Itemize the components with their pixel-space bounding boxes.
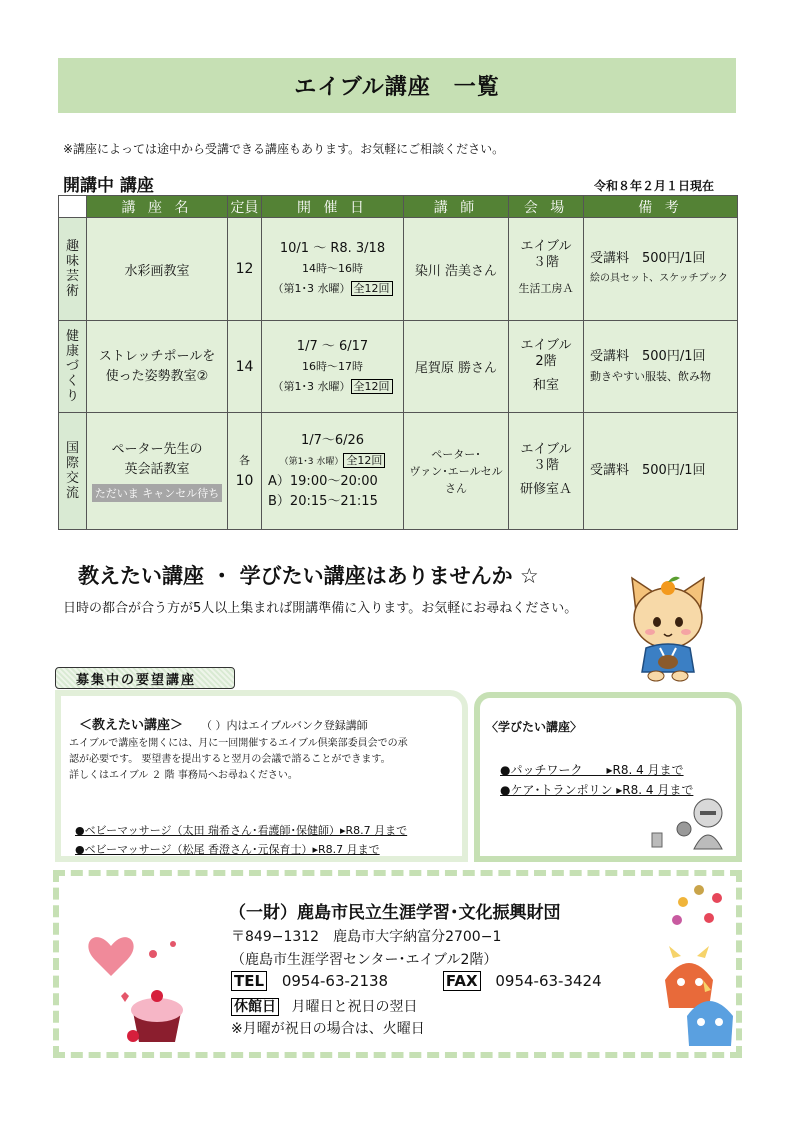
category-char: り — [65, 389, 79, 404]
course-fee: 受講料 500円/1回 — [590, 463, 706, 478]
fax-number: 0954-63-3424 — [495, 972, 602, 990]
tel-number: 0954-63-2138 — [281, 972, 389, 990]
category-char: 味 — [65, 254, 79, 269]
mascot-illustration — [628, 572, 708, 684]
course-name-cell — [87, 413, 228, 530]
category-char: 健 — [65, 329, 79, 344]
header-name: 講 座 名 — [87, 196, 228, 218]
course-venue-cell — [509, 321, 584, 413]
course-instructor: さん — [445, 481, 467, 495]
course-instructor: 尾賀原 勝さん — [404, 321, 509, 413]
list-item: ●パッチワーク ▸R8. 4 月まで — [500, 763, 684, 777]
invite-heading: 教えたい講座 ・ 学びたい講座はありませんか ☆ — [78, 564, 539, 588]
list-item: ●ベビーマッサージ（太田 瑞希さん･看護師･保健師）▸R8.7 月まで — [75, 824, 408, 837]
course-date-cell — [262, 321, 404, 413]
venue-building: エイブル — [520, 239, 572, 254]
venue-room: 生活工房Ａ — [518, 282, 574, 295]
org-name: （一財）鹿島市民立生涯学習･文化振興財団 — [229, 903, 561, 923]
note: ※講座によっては途中から受講できる講座もあります。お気軽にご相談ください。 — [63, 142, 505, 156]
category-char: 交 — [65, 471, 79, 486]
teach-body-line: エイブルで講座を開くには、月に一回開催するエイブル倶楽部委員会での承 — [69, 738, 408, 749]
course-name: 水彩画教室 — [87, 218, 228, 321]
course-time: 16時～17時 — [302, 359, 363, 373]
course-name: ストレッチポールを — [98, 348, 216, 364]
teach-list — [75, 821, 407, 859]
course-instructor-cell — [404, 413, 509, 530]
requests-tab: 募集中の要望講座 — [55, 667, 235, 689]
learn-heading: 〈学びたい講座〉 — [486, 720, 583, 734]
course-date: 1/7 ～ 6/17 — [296, 338, 369, 354]
course-venue-cell — [509, 218, 584, 321]
closed-row — [231, 996, 417, 1016]
course-schedule: （第1･3 水曜） — [279, 456, 344, 467]
teach-heading-row — [79, 714, 368, 733]
list-item: ●ベビーマッサージ（松尾 香澄さん･元保育士）▸R8.7 月まで — [75, 843, 380, 856]
course-sessions: 全12回 — [343, 453, 385, 468]
course-name: 使った姿勢教室② — [105, 368, 209, 384]
table-header-row — [59, 196, 738, 218]
venue-building: エイブル — [520, 442, 572, 457]
setsubun-oni-illustration — [659, 876, 739, 1058]
category-char: 際 — [65, 456, 79, 471]
venue-room: 和室 — [532, 377, 559, 393]
learn-request-box — [474, 692, 742, 862]
as-of-date: 令和８年２月１日現在 — [593, 179, 714, 193]
course-fee: 受講料 500円/1回 — [590, 348, 706, 364]
section-heading: 開講中 講座 — [63, 176, 154, 196]
header-capacity: 定員 — [228, 196, 262, 218]
course-schedule: （第1･3 水曜） — [272, 379, 351, 393]
category-char: 流 — [65, 486, 79, 501]
tel-label: TEL — [231, 971, 267, 991]
course-capacity: 10 — [235, 473, 254, 489]
course-date-cell — [262, 218, 404, 321]
facility: （鹿島市生涯学習センター･エイブル2階） — [231, 952, 498, 968]
course-sessions: 全12回 — [351, 379, 393, 394]
course-fee: 受講料 500円/1回 — [590, 251, 706, 266]
course-items: 動きやすい服装、飲み物 — [590, 369, 711, 383]
teach-heading-note: （ ）内はエイブルバンク登録講師 — [201, 719, 368, 732]
course-time: 14時～16時 — [302, 262, 363, 275]
course-date: 1/7～6/26 — [300, 432, 365, 448]
category-char: 術 — [65, 284, 79, 299]
venue-building: エイブル — [520, 337, 572, 353]
capacity-prefix: 各 — [239, 454, 250, 467]
teach-heading: ＜教えたい講座＞ — [79, 718, 184, 733]
closed-note: ※月曜が祝日の場合は、火曜日 — [231, 1021, 425, 1037]
course-instructor: ペーター･ — [431, 447, 481, 461]
fax-label: FAX — [443, 971, 481, 991]
teach-body — [69, 736, 464, 784]
category-char: 国 — [65, 441, 79, 456]
category-char: 康 — [65, 344, 79, 359]
category-char: 芸 — [65, 269, 79, 284]
course-items: 絵の具セット、スケッチブック — [590, 273, 728, 284]
waitlist-badge: ただいま キャンセル待ち — [92, 484, 223, 502]
venue-room: 研修室Ａ — [519, 482, 572, 497]
course-time-b: B）20:15～21:15 — [268, 493, 378, 509]
address: 〒849−1312 鹿島市大字納富分2700−1 — [231, 929, 502, 945]
venue-floor: ３階 — [532, 255, 559, 270]
course-capacity: 12 — [228, 218, 262, 321]
course-name-cell — [87, 321, 228, 413]
teach-request-box — [55, 690, 468, 862]
category-char: く — [65, 374, 79, 389]
course-name: ペーター先生の — [111, 442, 203, 457]
category-cell — [59, 218, 87, 321]
invite-subtext: 日時の都合が合う方が5人以上集まれば開講準備に入ります。お気軽にお尋ねください。 — [63, 601, 578, 616]
category-char: 趣 — [65, 239, 79, 254]
venue-floor: ３階 — [532, 458, 559, 473]
course-notes-cell — [584, 321, 738, 413]
course-instructor: ヴァン･エールセル — [409, 464, 503, 478]
closed-days: 月曜日と祝日の翌日 — [291, 999, 418, 1015]
valentine-illustration — [81, 916, 191, 1048]
course-notes-cell — [584, 218, 738, 321]
header-blank — [59, 196, 87, 218]
header-notes: 備 考 — [584, 196, 738, 218]
page-title: エイブル講座 一覧 — [294, 75, 500, 100]
title-bar — [58, 58, 736, 113]
header-instructor: 講 師 — [404, 196, 509, 218]
category-cell — [59, 321, 87, 413]
category-char: づ — [65, 359, 79, 374]
table-row — [59, 413, 738, 530]
course-name: 英会話教室 — [124, 462, 190, 477]
footer-contact — [53, 870, 742, 1058]
teach-body-line: 認が必要です。 要望書を提出すると翌月の会議で諮ることができます。 — [69, 754, 391, 765]
course-sessions: 全12回 — [351, 281, 393, 296]
sewing-icon — [650, 793, 728, 851]
course-date: 10/1 ～ R8. 3/18 — [279, 241, 386, 256]
closed-label: 休館日 — [231, 998, 279, 1016]
teach-body-line: 詳しくはエイブル ２ 階 事務局へお尋ねください。 — [69, 770, 298, 781]
course-capacity-cell — [228, 413, 262, 530]
course-table — [58, 195, 738, 530]
course-date-cell — [262, 413, 404, 530]
header-date: 開 催 日 — [262, 196, 404, 218]
course-schedule: （第1･3 水曜） — [272, 282, 351, 295]
course-notes-cell — [584, 413, 738, 530]
table-row — [59, 321, 738, 413]
category-cell — [59, 413, 87, 530]
contact-row — [231, 972, 602, 990]
course-venue-cell — [509, 413, 584, 530]
list-item: ●ケア･トランポリン ▸R8. 4 月まで — [500, 783, 694, 797]
course-instructor: 染川 浩美さん — [404, 218, 509, 321]
table-row — [59, 218, 738, 321]
course-capacity: 14 — [228, 321, 262, 413]
course-time-a: A）19:00～20:00 — [268, 473, 378, 489]
venue-floor: 2階 — [535, 353, 557, 369]
header-venue: 会 場 — [509, 196, 584, 218]
